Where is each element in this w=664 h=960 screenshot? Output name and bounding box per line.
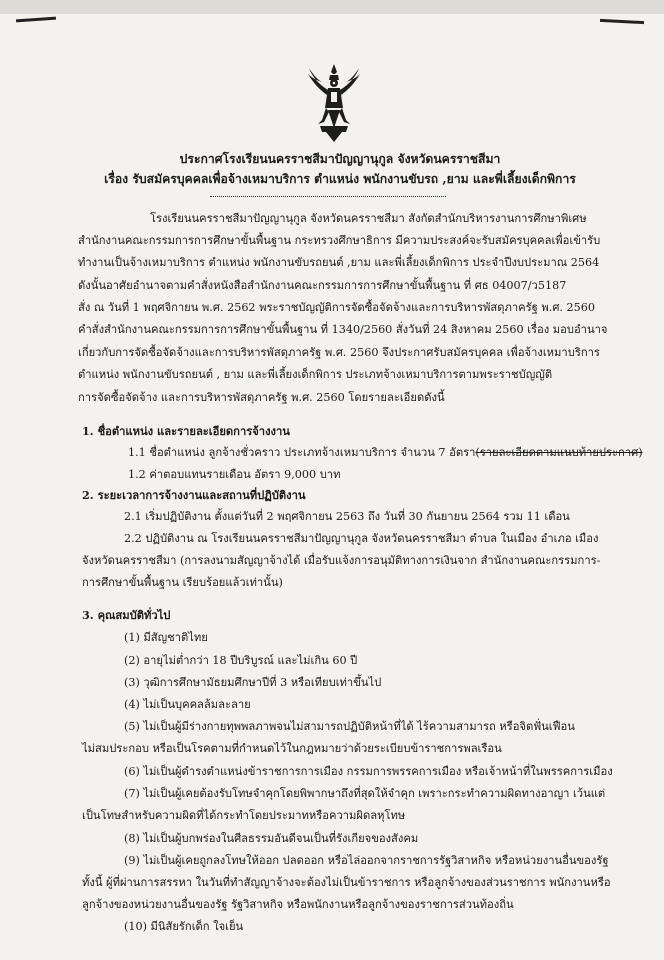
section2-item2-line: การศึกษาขั้นพื้นฐาน เรียบร้อยแล้วเท่านั้น): [82, 576, 283, 589]
garuda-emblem-icon: [306, 62, 362, 144]
section2-item1: 2.1 เริ่มปฏิบัติงาน ตั้งแต่วันที่ 2 พฤศจิกายน 2563 ถึง วันที่ 30 กันยายน 2564 รวม 11 เดือน: [124, 510, 570, 523]
section-heading: 1. ชื่อตำแหน่ง และรายละเอียดการจ้างงาน: [82, 424, 290, 438]
qualification-item-cont: ทั้งนี้ ผู้ที่ผ่านการสรรหา ในวันที่ทำสัญญาจ้างจะต้องไม่เป็นข้าราชการ หรือลูกจ้างของส่วนราชการ พนักงานหรือ: [82, 876, 611, 889]
intro-line: เกี่ยวกับการจัดซื้อจัดจ้างและการบริหารพัสดุภาครัฐ พ.ศ. 2560 จึงประกาศรับสมัครบุคคล เพื่อจ้างเหมาบริการ: [78, 346, 600, 359]
section-heading: 3. คุณสมบัติทั่วไป: [82, 608, 171, 622]
intro-line: ทำงานเป็นจ้างเหมาบริการ ตำแหน่ง พนักงานขับรถยนต์ ,ยาม และพี่เลี้ยงเด็กพิการ ประจำปีงบประมาณ 2564: [78, 256, 600, 269]
section2-item2-line: 2.2 ปฏิบัติงาน ณ โรงเรียนนครราชสีมาปัญญานุกูล จังหวัดนครราชสีมา ตำบล ในเมือง อำเภอ เมือง: [124, 532, 599, 545]
qualification-item: (1) มีสัญชาติไทย: [124, 631, 208, 644]
qualification-item: (8) ไม่เป็นผู้บกพร่องในศีลธรรมอันดีจนเป็นที่รังเกียจของสังคม: [124, 832, 419, 845]
qualification-item: (9) ไม่เป็นผู้เคยถูกลงโทษให้ออก ปลดออก หรือไล่ออกจากราชการรัฐวิสาหกิจ หรือหน่วยงานอื่นของรัฐ: [124, 854, 609, 867]
announcement-subject: เรื่อง รับสมัครบุคคลเพื่อจ้างเหมาบริการ ตำแหน่ง พนักงานขับรถ ,ยาม และพี่เลี้ยงเด็กพิการ: [104, 172, 576, 186]
page-top-edge: [0, 0, 664, 14]
qualification-item: (6) ไม่เป็นผู้ดำรงตำแหน่งข้าราชการการเมือง กรรมการพรรคการเมือง หรือเจ้าหน้าที่ในพรรคการเมือง: [124, 765, 613, 778]
qualification-item: (3) วุฒิการศึกษามัธยมศึกษาปีที่ 3 หรือเทียบเท่าขึ้นไป: [124, 676, 382, 689]
section-heading: 2. ระยะเวลาการจ้างงานและสถานที่ปฏิบัติงาน: [82, 488, 306, 502]
dotted-separator: [210, 196, 446, 197]
qualification-item: (7) ไม่เป็นผู้เคยต้องรับโทษจำคุกโดยพิพากษาถึงที่สุดให้จำคุก เพราะกระทำความผิดทางอาญา เว้นแต่: [124, 787, 606, 800]
section2-item2-line: จังหวัดนครราชสีมา (การลงนามสัญญาจ้างได้ เมื่อรับแจ้งการอนุมัติทางการเงินจาก สำนักงานคณะกรรมการ-: [82, 554, 601, 567]
qualification-item: (10) มีนิสัยรักเด็ก ใจเย็น: [124, 920, 244, 933]
qualification-item-cont: ลูกจ้างของหน่วยงานอื่นของรัฐ รัฐวิสาหกิจ หรือพนักงานหรือลูกจ้างของราชการส่วนท้องถิ่น: [82, 898, 514, 911]
pen-mark-right: [600, 19, 644, 24]
announcement-title: ประกาศโรงเรียนนครราชสีมาปัญญานุกูล จังหวัดนครราชสีมา: [179, 152, 501, 166]
intro-line: การจัดซื้อจัดจ้าง และการบริหารพัสดุภาครัฐ พ.ศ. 2560 โดยรายละเอียดดังนี้: [78, 391, 445, 404]
intro-line: คำสั่งสำนักงานคณะกรรมการการศึกษาขั้นพื้นฐาน ที่ 1340/2560 สั่งวันที่ 24 สิงหาคม 2560 เรื่อง มอบอำนาจ: [78, 323, 608, 336]
pen-mark-left: [16, 17, 56, 23]
qualification-item-cont: ไม่สมประกอบ หรือเป็นโรคตามที่กำหนดไว้ในกฎหมายว่าด้วยระเบียบข้าราชการพลเรือน: [82, 742, 502, 755]
intro-line: ดังนั้นอาศัยอำนาจตามคำสั่งหนังสือสำนักงานคณะกรรมการการศึกษาขั้นพื้นฐาน ที่ ศธ 04007/ว5187: [78, 279, 567, 292]
intro-line: สำนักงานคณะกรรมการการศึกษาขั้นพื้นฐาน กระทรวงศึกษาธิการ มีความประสงค์จะรับสมัครบุคคลเพื่อเข้ารับ: [78, 234, 601, 247]
section1-item1: [128, 444, 643, 461]
qualification-item: (5) ไม่เป็นผู้มีร่างกายทุพพลภาพจนไม่สามารถปฏิบัติหน้าที่ได้ ไร้ความสามารถ หรือจิตฟั่นเฟือน: [124, 720, 575, 733]
intro-line: สั่ง ณ วันที่ 1 พฤศจิกายน พ.ศ. 2562 พระราชบัญญัติการจัดซื้อจัดจ้างและการบริหารพัสดุภาครัฐ พ.ศ. 2560: [78, 301, 596, 314]
intro-line: ตำแหน่ง พนักงานขับรถยนต์ , ยาม และพี่เลี้ยงเด็กพิการ ประเภทจ้างเหมาบริการตามพระราชบัญญัติ: [78, 368, 553, 381]
section1-item2: 1.2 ค่าตอบแทนรายเดือน อัตรา 9,000 บาท: [128, 468, 341, 481]
section1-item1-text: 1.1 ชื่อตำแหน่ง ลูกจ้างชั่วคราว ประเภทจ้างเหมาบริการ จำนวน 7 อัตรา: [128, 446, 476, 459]
qualification-item-cont: เป็นโทษสำหรับความผิดที่ได้กระทำโดยประมาทหรือความผิดลหุโทษ: [82, 809, 406, 822]
qualification-item: (2) อายุไม่ต่ำกว่า 18 ปีบริบูรณ์ และไม่เกิน 60 ปี: [124, 654, 358, 667]
qualification-item: (4) ไม่เป็นบุคคลล้มละลาย: [124, 698, 251, 711]
section1-item1-note: (รายละเอียดตามแนบท้ายประกาศ): [475, 446, 643, 459]
intro-line: โรงเรียนนครราชสีมาปัญญานุกูล จังหวัดนครราชสีมา สังกัดสำนักบริหารงานการศึกษาพิเศษ: [150, 212, 587, 225]
